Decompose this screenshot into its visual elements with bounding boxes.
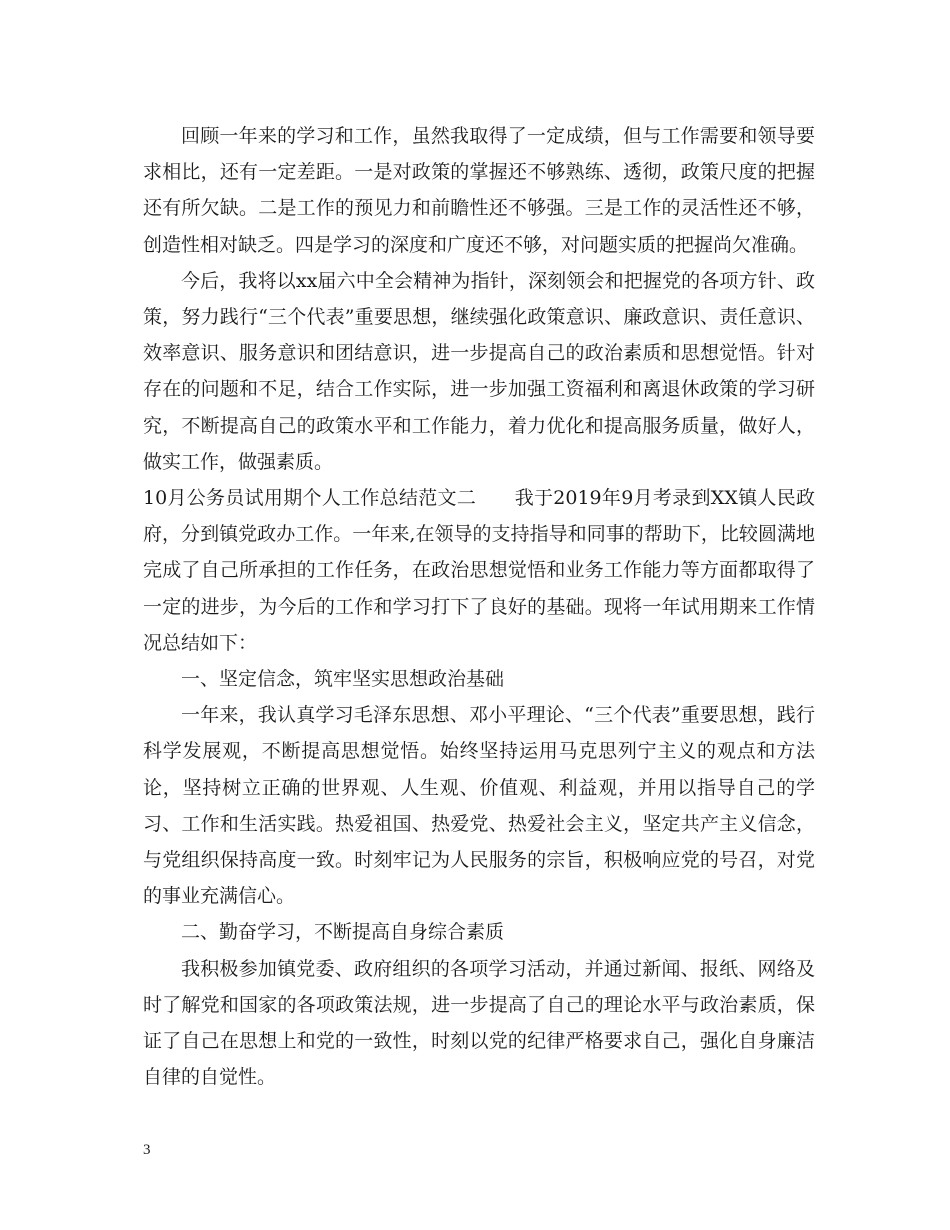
page-number: 3 (143, 1142, 151, 1158)
section-heading-2: 二、勤奋学习，不断提高自身综合素质 (181, 921, 505, 944)
paragraph-self-assessment: 回顾一年来的学习和工作，虽然我取得了一定成绩，但与工作需要和领导要求相比，还有一定差距。一是对政策的掌握还不够熟练、透彻，政策尺度的把握还有所欠缺。二是工作的预见力和前瞻性还不够强。三是工作的灵活性还不够，创造性相对缺乏。四是学习的深度和广度还不够，对问题实质的把握尚欠准确。 (143, 125, 815, 256)
paragraph-section-1: 一年来，我认真学习毛泽东思想、邓小平理论、“三个代表”重要思想，践行科学发展观，不断提高思想觉悟。始终坚持运用马克思列宁主义的观点和方法论，坚持树立正确的世界观、人生观、价值观、利益观，并用以指导自己的学习、工作和生活实践。热爱祖国、热爱党、热爱社会主义，坚定共产主义信念，与党组织保持高度一致。时刻牢记为人民服务的宗旨，积极响应党的号召，对党的事业充满信心。 (143, 704, 815, 908)
paragraph-section-2: 我积极参加镇党委、政府组织的各项学习活动，并通过新闻、报纸、网络及时了解党和国家的各项政策法规，进一步提高了自己的理论水平与政治素质，保证了自己在思想上和党的一致性，时刻以党的纪律严格要求自己，强化自身廉洁自律的自觉性。 (143, 957, 815, 1089)
paragraph-article-title-intro: 10月公务员试用期个人工作总结范文二 我于2019年9月考录到XX镇人民政府，分到镇党政办工作。一年来,在领导的支持指导和同事的帮助下，比较圆满地完成了自己所承担的工作任务，在政治思想觉悟和业务工作能力等方面都取得了一定的进步，为今后的工作和学习打下了良好的基础。现将一年试用期来工作情况总结如下： (143, 487, 815, 654)
section-heading-1: 一、坚定信念，筑牢坚实思想政治基础 (181, 668, 505, 691)
document-body (143, 118, 815, 1095)
paragraph-future-plan: 今后，我将以xx届六中全会精神为指针，深刻领会和把握党的各项方针、政策，努力践行“三个代表”重要思想，继续强化政策意识、廉政意识、责任意识、效率意识、服务意识和团结意识，进一步提高自己的政治素质和思想觉悟。针对存在的问题和不足，结合工作实际，进一步加强工资福利和离退休政策的学习研究，不断提高自己的政策水平和工作能力，着力优化和提高服务质量，做好人，做实工作，做强素质。 (143, 269, 815, 473)
